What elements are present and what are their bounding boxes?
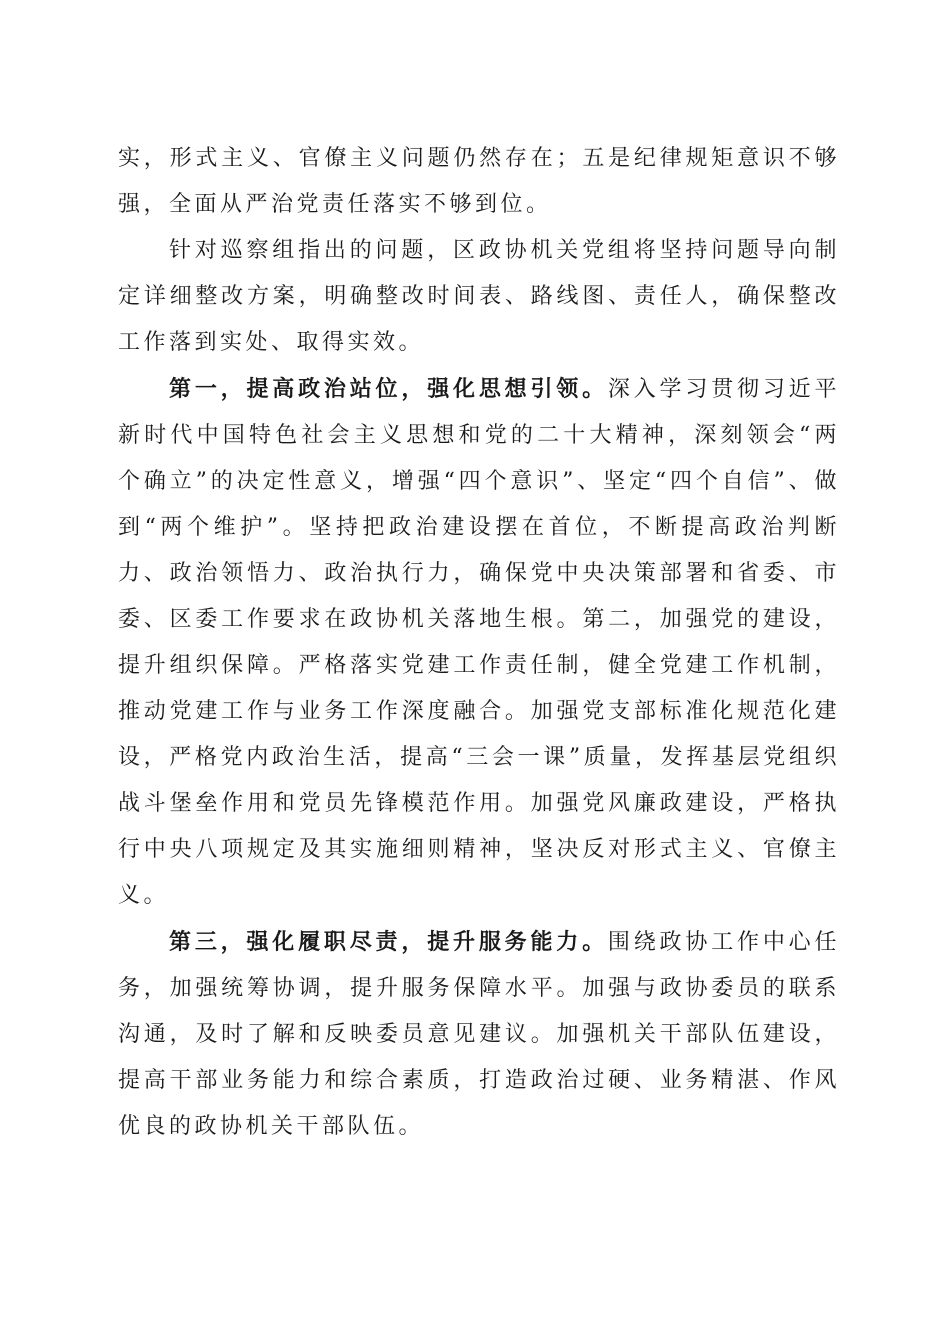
- paragraph-3-heading: 第一，提高政治站位，强化思想引领。: [169, 376, 608, 402]
- paragraph-2: [118, 228, 840, 366]
- paragraph-1-text: 实，形式主义、官僚主义问题仍然存在；五是纪律规矩意识不够强，全面从严治党责任落实不够到位。: [118, 146, 840, 217]
- paragraph-3: [118, 366, 840, 919]
- paragraph-4-text: 围绕政协工作中心任务，加强统筹协调，提升服务保障水平。加强与政协委员的联系沟通，及时了解和反映委员意见建议。加强机关干部队伍建设，提高干部业务能力和综合素质，打造政治过硬、业务精湛、作风优良的政协机关干部队伍。: [118, 930, 840, 1139]
- paragraph-2-text: 针对巡察组指出的问题，区政协机关党组将坚持问题导向制定详细整改方案，明确整改时间表、路线图、责任人，确保整改工作落到实处、取得实效。: [118, 238, 840, 355]
- document-body: [118, 136, 840, 1150]
- paragraph-4-heading: 第三，强化履职尽责，提升服务能力。: [169, 929, 608, 955]
- paragraph-1: [118, 136, 840, 228]
- paragraph-4: [118, 919, 840, 1150]
- paragraph-3-text: 深入学习贯彻习近平新时代中国特色社会主义思想和党的二十大精神，深刻领会“两个确立”的决定性意义，增强“四个意识”、坚定“四个自信”、做到“两个维护”。坚持把政治建设摆在首位，不断提高政治判断力、政治领悟力、政治执行力，确保党中央决策部署和省委、市委、区委工作要求在政协机关落地生根。第二，加强党的建设，提升组织保障。严格落实党建工作责任制，健全党建工作机制，推动党建工作与业务工作深度融合。加强党支部标准化规范化建设，严格党内政治生活，提高“三会一课”质量，发挥基层党组织战斗堡垒作用和党员先锋模范作用。加强党风廉政建设，严格执行中央八项规定及其实施细则精神，坚决反对形式主义、官僚主义。: [118, 377, 840, 908]
